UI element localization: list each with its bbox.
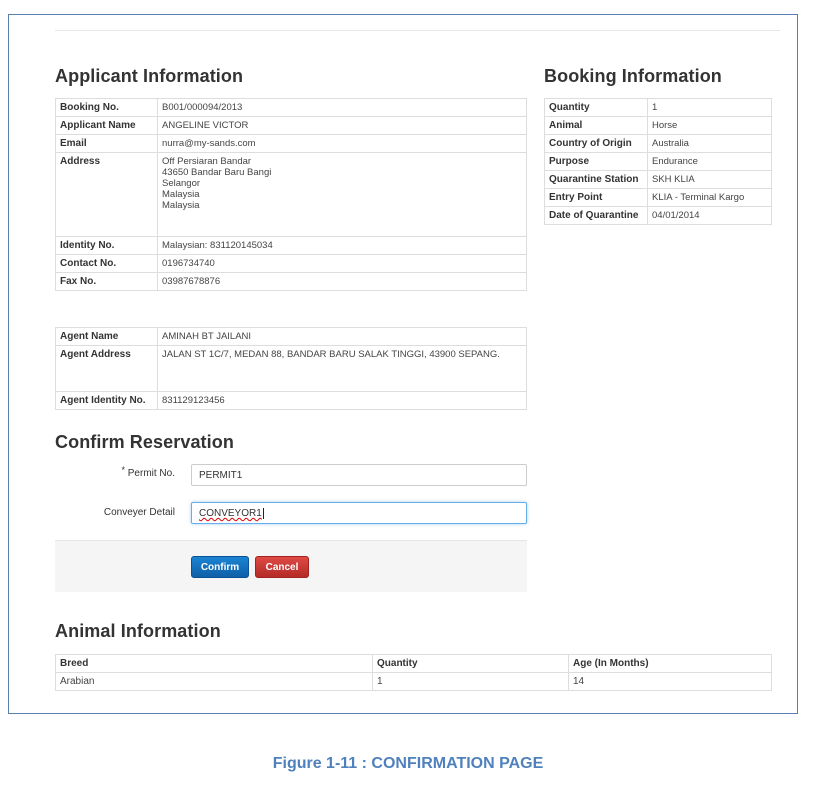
agent-identity-value: 831129123456 bbox=[158, 392, 527, 410]
contact-no-value: 0196734740 bbox=[158, 255, 527, 273]
date-of-quarantine-value: 04/01/2014 bbox=[648, 207, 772, 225]
country-value: Australia bbox=[648, 135, 772, 153]
row-label: Purpose bbox=[545, 153, 648, 171]
row-label: Booking No. bbox=[56, 99, 158, 117]
email-value: nurra@my-sands.com bbox=[158, 135, 527, 153]
table-row bbox=[545, 189, 772, 207]
applicant-heading: Applicant Information bbox=[55, 66, 244, 86]
entry-point-value: KLIA - Terminal Kargo bbox=[648, 189, 772, 207]
page-frame bbox=[8, 14, 798, 714]
table-row bbox=[56, 346, 527, 392]
row-label: Date of Quarantine bbox=[545, 207, 648, 225]
table-header-row bbox=[56, 655, 772, 673]
fax-no-value: 03987678876 bbox=[158, 273, 527, 291]
table-row bbox=[56, 117, 527, 135]
text-cursor bbox=[263, 508, 264, 519]
table-row bbox=[545, 117, 772, 135]
column-header: Age (In Months) bbox=[569, 655, 772, 673]
applicant-table bbox=[55, 98, 527, 291]
column-header: Quantity bbox=[373, 655, 569, 673]
table-row bbox=[56, 153, 527, 237]
age-cell: 14 bbox=[569, 673, 772, 691]
cancel-button[interactable]: Cancel bbox=[255, 556, 309, 578]
row-label: Quarantine Station bbox=[545, 171, 648, 189]
row-label: Quantity bbox=[545, 99, 648, 117]
row-label: Agent Name bbox=[56, 328, 158, 346]
confirm-heading: Confirm Reservation bbox=[55, 432, 234, 452]
agent-table bbox=[55, 327, 527, 410]
row-label: Animal bbox=[545, 117, 648, 135]
table-row bbox=[545, 135, 772, 153]
top-divider bbox=[55, 30, 780, 31]
row-label: Agent Address bbox=[56, 346, 158, 392]
row-label: Country of Origin bbox=[545, 135, 648, 153]
table-row bbox=[56, 135, 527, 153]
table-row bbox=[545, 171, 772, 189]
table-row bbox=[56, 255, 527, 273]
table-row bbox=[545, 99, 772, 117]
row-label: Identity No. bbox=[56, 237, 158, 255]
quarantine-station-value: SKH KLIA bbox=[648, 171, 772, 189]
row-label: Agent Identity No. bbox=[56, 392, 158, 410]
table-row bbox=[56, 328, 527, 346]
permit-label bbox=[89, 465, 175, 479]
applicant-name-value: ANGELINE VICTOR bbox=[158, 117, 527, 135]
animal-heading: Animal Information bbox=[55, 621, 221, 641]
conveyer-input-value: CONVEYOR1 bbox=[199, 508, 262, 519]
quantity-cell: 1 bbox=[373, 673, 569, 691]
table-row bbox=[56, 392, 527, 410]
identity-no-value: Malaysian: 831120145034 bbox=[158, 237, 527, 255]
agent-name-value: AMINAH BT JAILANI bbox=[158, 328, 527, 346]
booking-no-value: B001/000094/2013 bbox=[158, 99, 527, 117]
animal-table bbox=[55, 654, 772, 691]
permit-input-value: PERMIT1 bbox=[199, 470, 243, 481]
confirm-button[interactable]: Confirm bbox=[191, 556, 249, 578]
row-label: Email bbox=[56, 135, 158, 153]
table-row bbox=[56, 237, 527, 255]
row-label: Contact No. bbox=[56, 255, 158, 273]
booking-table bbox=[544, 98, 772, 225]
address-value: Off Persiaran Bandar 43650 Bandar Baru Bangi Selangor Malaysia Malaysia bbox=[158, 153, 527, 237]
breed-cell: Arabian bbox=[56, 673, 373, 691]
table-row bbox=[56, 673, 772, 691]
table-row bbox=[545, 207, 772, 225]
required-mark: * bbox=[121, 465, 125, 475]
table-row bbox=[56, 99, 527, 117]
column-header: Breed bbox=[56, 655, 373, 673]
table-row bbox=[545, 153, 772, 171]
permit-label-text: Permit No. bbox=[127, 468, 175, 479]
figure-caption: Figure 1-11 : CONFIRMATION PAGE bbox=[272, 755, 544, 772]
permit-input[interactable] bbox=[191, 464, 527, 486]
booking-heading: Booking Information bbox=[544, 66, 722, 86]
table-row bbox=[56, 273, 527, 291]
conveyer-label: Conveyer Detail bbox=[103, 507, 175, 518]
conveyer-input[interactable] bbox=[191, 502, 527, 524]
agent-address-value: JALAN ST 1C/7, MEDAN 88, BANDAR BARU SALAK TINGGI, 43900 SEPANG. bbox=[158, 346, 527, 392]
row-label: Address bbox=[56, 153, 158, 237]
row-label: Applicant Name bbox=[56, 117, 158, 135]
row-label: Entry Point bbox=[545, 189, 648, 207]
quantity-value: 1 bbox=[648, 99, 772, 117]
animal-value: Horse bbox=[648, 117, 772, 135]
form-actions bbox=[55, 540, 527, 592]
purpose-value: Endurance bbox=[648, 153, 772, 171]
row-label: Fax No. bbox=[56, 273, 158, 291]
